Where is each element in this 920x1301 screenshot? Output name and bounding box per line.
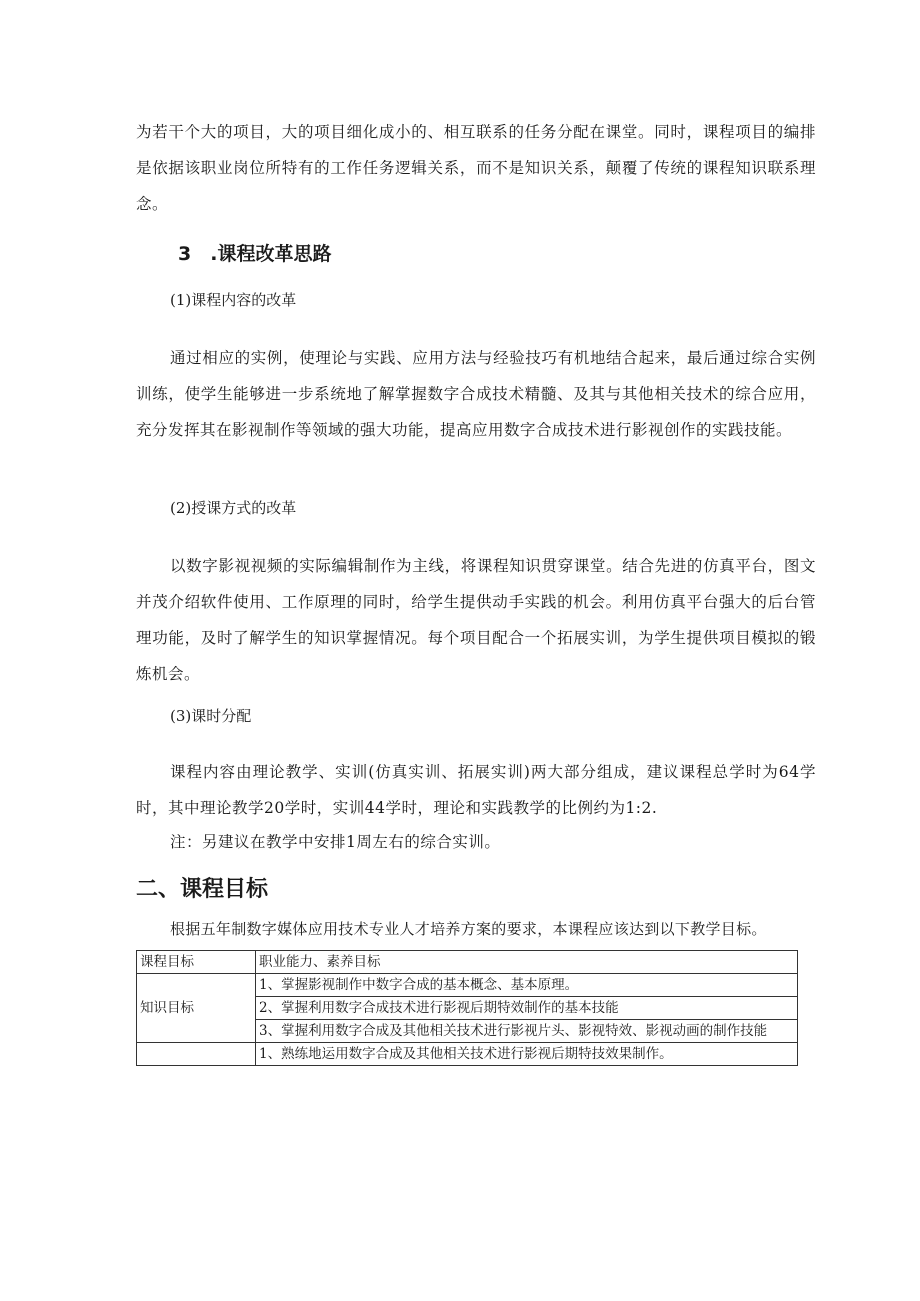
header-cell: 职业能力、素养目标 <box>256 951 798 974</box>
table-cell: 2、掌握利用数字合成技术进行影视后期特效制作的基本技能 <box>256 997 798 1020</box>
knowledge-label-cell: 知识目标 <box>137 974 256 1043</box>
sub3-note: 注：另建议在教学中安排1周左右的综合实训。 <box>170 833 501 851</box>
table-cell: 1、掌握影视制作中数字合成的基本概念、基本原理。 <box>256 974 798 997</box>
sub3-body: 课程内容由理论教学、实训(仿真实训、拓展实训)两大部分组成，建议课程总学时为64学时，其中理论教学20学时，实训44学时，理论和实践教学的比例约为1:2. <box>136 763 816 817</box>
section-two-heading: 二、课程目标 <box>136 877 269 902</box>
header-cell: 课程目标 <box>137 951 256 974</box>
sub1-body: 通过相应的实例，使理论与实践、应用方法与经验技巧有机地结合起来，最后通过综合实例训练，使学生能够进一步系统地了解掌握数字合成技术精髓、及其与其他相关技术的综合应用，充分发挥其在影视制作等领域的强大功能，提高应用数字合成技术进行影视创作的实践技能。 <box>136 349 816 439</box>
table-cell: 3、掌握利用数字合成及其他相关技术进行影视片头、影视特效、影视动画的制作技能 <box>256 1020 798 1043</box>
section-two-intro: 根据五年制数字媒体应用技术专业人才培养方案的要求，本课程应该达到以下教学目标。 <box>170 920 767 938</box>
table-header-row <box>137 951 798 974</box>
sub2-title: (2)授课方式的改革 <box>170 499 297 517</box>
sub1-title: (1)课程内容的改革 <box>170 291 297 309</box>
sub2-body: 以数字影视视频的实际编辑制作为主线，将课程知识贯穿课堂。结合先进的仿真平台，图文并茂介绍软件使用、工作原理的同时，给学生提供动手实践的机会。利用仿真平台强大的后台管理功能，及时了解学生的知识掌握情况。每个项目配合一个拓展实训，为学生提供项目模拟的锻炼机会。 <box>136 557 816 683</box>
table-row <box>137 974 798 997</box>
table-row <box>137 1043 798 1066</box>
course-goals-table <box>136 950 798 1066</box>
sub3-title: (3)课时分配 <box>170 707 252 725</box>
skill-label-cell <box>137 1043 256 1066</box>
section-3-heading: 3 .课程改革思路 <box>178 243 332 265</box>
intro-paragraph: 为若干个大的项目，大的项目细化成小的、相互联系的任务分配在课堂。同时，课程项目的编排是依据该职业岗位所特有的工作任务逻辑关系，而不是知识关系，颠覆了传统的课程知识联系理念。 <box>136 123 816 213</box>
table-cell: 1、熟练地运用数字合成及其他相关技术进行影视后期特技效果制作。 <box>256 1043 798 1066</box>
